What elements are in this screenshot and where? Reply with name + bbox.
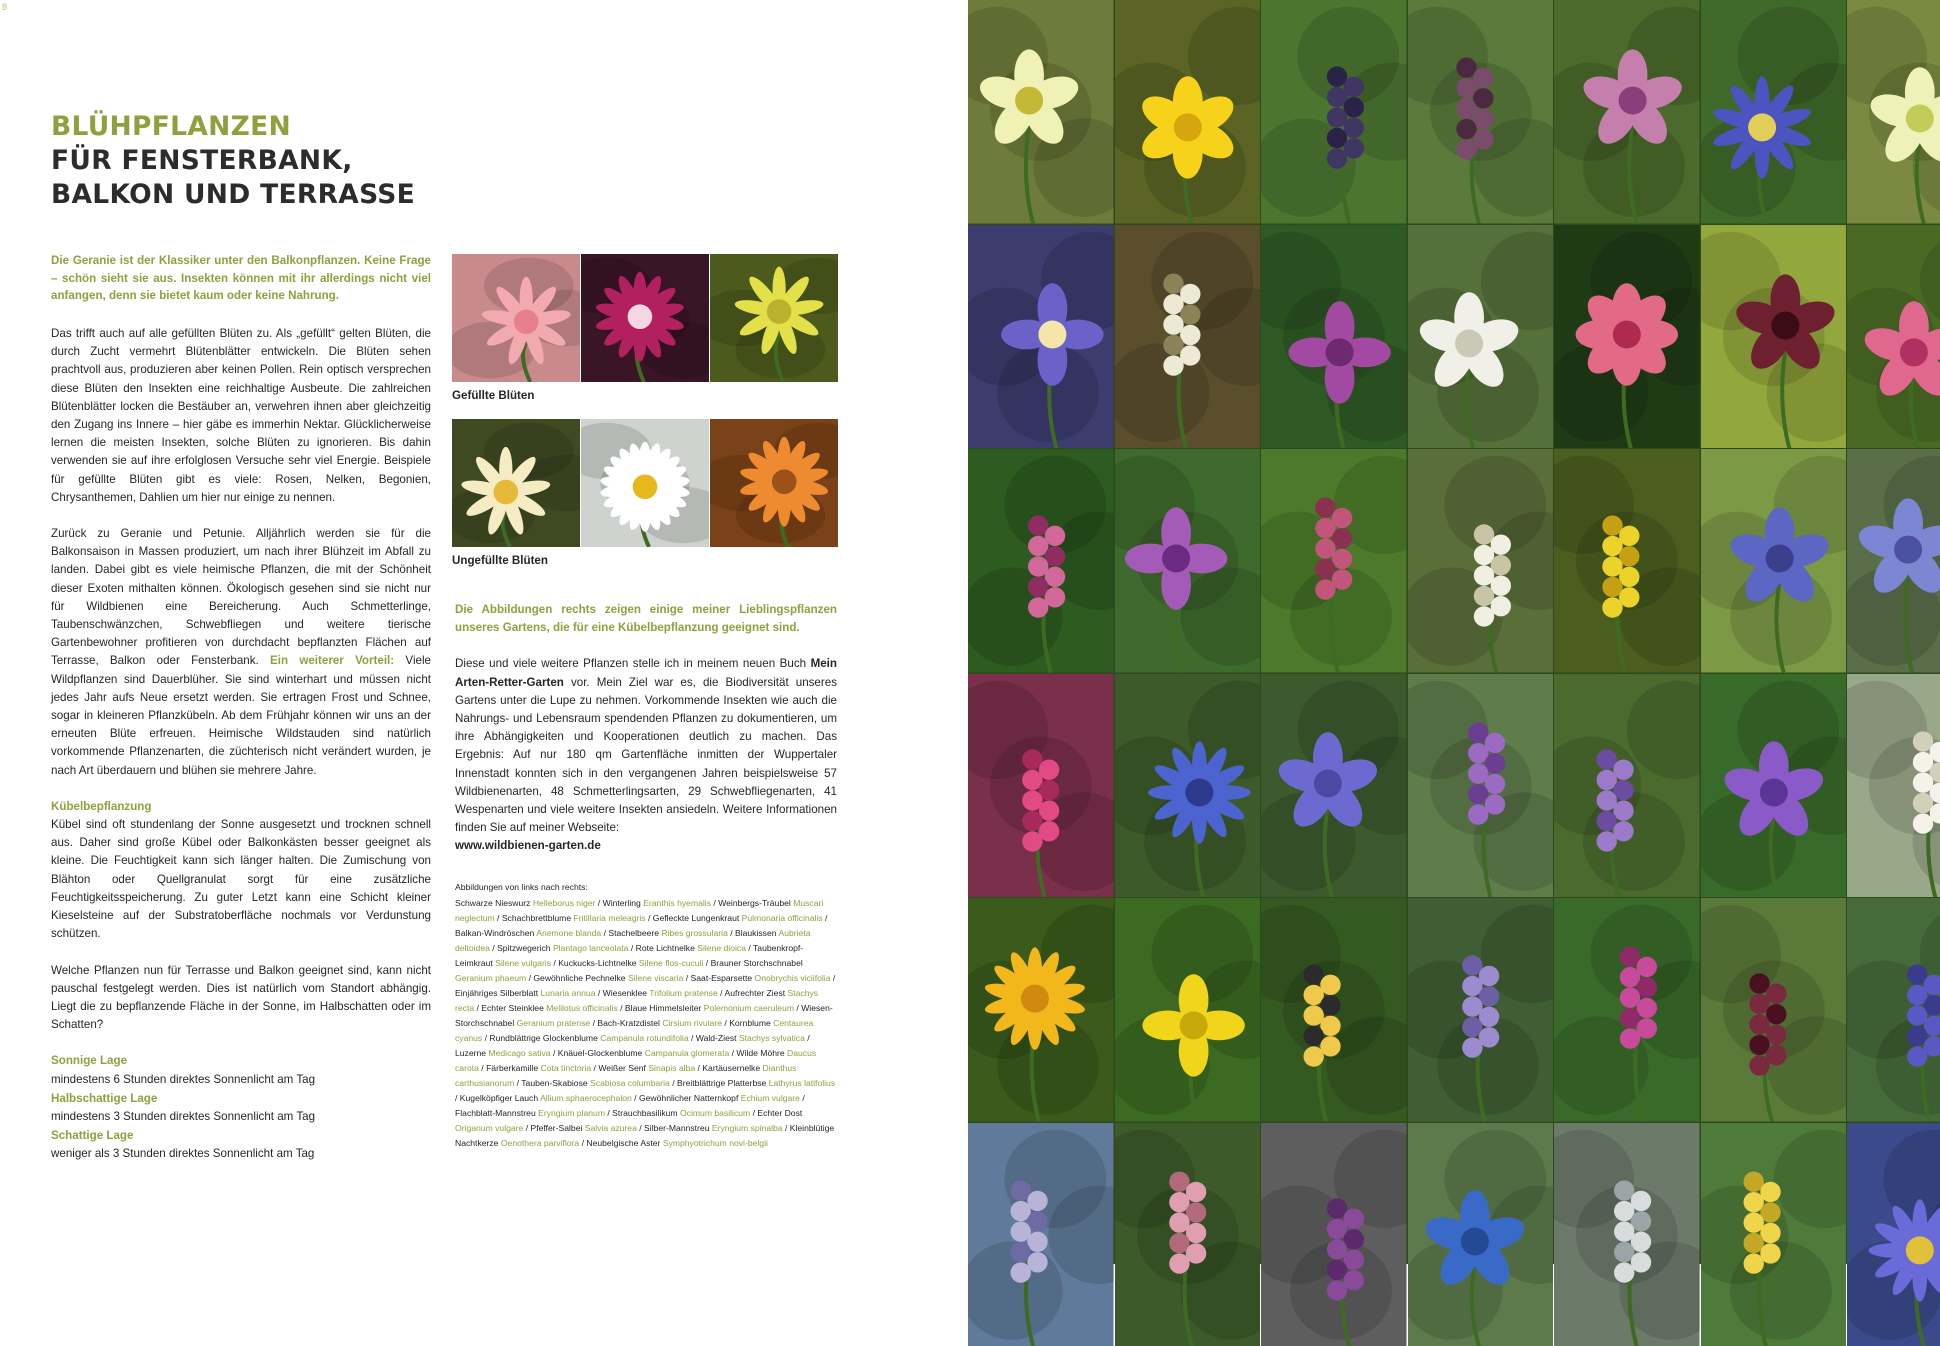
credit-common-name: Echter Dost [757,1108,802,1118]
photo-dahlia [581,254,709,382]
credit-latin-name: Ocimum basilicum [680,1108,750,1118]
flower-photo [1115,449,1261,673]
left-page [0,0,968,1264]
title-line-1: BLÜHPFLANZEN [51,110,415,144]
credit-common-name: Silber-Mannstreu [644,1123,712,1133]
credits-list: Schwarze Nieswurz Helleborus niger / Winterling Eranthis hyemalis / Weinbergs-Träubel Muscari neglectum / Schachbrettblume Fritillaria meleagris / Gefleckte Lungenkraut Pulmonaria officinalis / Balkan-Windröschen Anemone blanda / Stachelbeere Ribes grossularia / Blaukissen Aubrieta deltoidea / Spitzwegerich Plantago lanceolata / Rote Lichtnelke Silene dioica / Taubenkropf-Leimkraut Silene vulgaris / Kuckucks-Lichtnelke Silene flos-cuculi / Brauner Storchschnabel Geranium phaeum / Gewöhnliche Pechnelke Silene viscaria / Saat-Esparsette Onobrychis viciifolia / Einjähriges Silberblatt Lunaria annua / Wiesenklee Trifolium pratense / Aufrechter Ziest Stachys recta / Echter Steinklee Melilotus officinalis / Blaue Himmelsleiter Polemonium caeruleum / Wiesen-Storchschnabel Geranium pratense / Bach-Kratzdistel Cirsium rivulare / Kornblume Centaurea cyanus / Rundblättrige Glockenblume Campanula rotundifolia / Wald-Ziest Stachys sylvatica / Luzerne Medicago sativa / Knäuel-Glockenblume Campanula glomerata / Wilde Möhre Daucus carota / Färberkamille Cota tinctoria / Weißer Senf Sinapis alba / Kartäusernelke Dianthus carthusianorum / Tauben-Skabiose Scabiosa columbaria / Breitblättrige Platterbse Lathyrus latifolius / Kugelköpfiger Lauch Allium sphaerocephalon / Gewöhnlicher Natternkopf Echium vulgare / Flachblatt-Mannstreu Eryngium planum / Strauchbasilikum Ocimum basilicum / Echter Dost Origanum vulgare / Pfeffer-Salbei Salvia azurea / Silber-Mannstreu Eryngium spinalba / Kleinblütige Nachtkerze Oenothera parviflora / Neubelgische Aster Symphyotrichum novi-belgii [455,898,835,1148]
credit-common-name: Kornblume [729,1018,773,1028]
credit-latin-name: Daucus carota [455,1048,816,1073]
credit-common-name: Pfeffer-Salbei [530,1123,584,1133]
flower-photo [968,0,1114,224]
credit-latin-name: Centaurea cyanus [455,1018,813,1043]
credit-latin-name: Silene dioica [697,943,746,953]
paragraph-book-text: Diese und viele weitere Pflanzen stelle ich in meinem neuen Buch [455,657,806,670]
paragraph-location: Welche Pflanzen nun für Terrasse und Balkon geeignet sind, kann nicht pauschal festgelegt werden. Dies ist natürlich vom Standort abhängig. Liegt die zu bepflanzende Fläche in der Sonne, im Halbschatten oder im Schatten? [51,962,431,1035]
credit-latin-name: Silene flos-cuculi [639,958,703,968]
credit-common-name: Wiesenklee [603,988,650,998]
credit-common-name: Wiesen-Storchschnabel [455,1003,833,1028]
flower-photo [1554,449,1700,673]
credit-latin-name: Fritillaria meleagris [573,913,645,923]
credit-latin-name: Scabiosa columbaria [590,1078,670,1088]
flower-photo [1261,225,1407,449]
credit-latin-name: Trifolium pratense [649,988,717,998]
caption-unfilled-flowers: Ungefüllte Blüten [452,554,548,567]
lead-paragraph: Die Geranie ist der Klassiker unter den Balkonpflanzen. Keine Frage – schön sieht sie aus. Insekten können mit ihr allerdings nicht viel anfangen, denn sie bietet kaum oder keine Nahrung. [51,252,431,305]
credit-latin-name: Campanula rotundifolia [600,1033,688,1043]
credit-common-name: Aufrechter Ziest [724,988,787,998]
flower-photo [1554,1123,1700,1346]
credit-common-name: Bach-Kratzdistel [597,1018,662,1028]
credit-common-name: Neubelgische Aster [586,1138,662,1148]
flower-photo [1701,225,1847,449]
credit-common-name: Gewöhnlicher Natternkopf [639,1093,741,1103]
credit-common-name: Wald-Ziest [696,1033,739,1043]
credit-latin-name: Geranium phaeum [455,973,526,983]
website-link[interactable]: www.wildbienen-garten.de [455,839,601,852]
text-column-1 [51,325,431,1164]
credit-common-name: Blaukissen [735,928,778,938]
flower-photo [968,449,1114,673]
flower-photo [1847,225,1940,449]
title-line-2: FÜR FENSTERBANK, [51,144,415,178]
credit-common-name: Breitblättrige Platterbse [677,1078,769,1088]
flower-photo [1847,0,1940,224]
credit-common-name: Weißer Senf [598,1063,648,1073]
credit-common-name: Winterling [603,898,644,908]
credit-latin-name: Silene viscaria [628,973,683,983]
credit-latin-name: Medicago sativa [488,1048,550,1058]
credit-latin-name: Echium vulgare [741,1093,800,1103]
flower-photo [968,898,1114,1122]
flower-photo [1115,898,1261,1122]
credit-latin-name: Muscari neglectum [455,898,823,923]
credit-latin-name: Ribes grossularia [661,928,727,938]
credit-common-name: Tauben-Skabiose [521,1078,590,1088]
paragraph-book-text-2: vor. Mein Ziel war es, die Biodiversität unseres Gartens unter die Lupe zu nehmen. Vorkommende Insekten wie auch die Nahrungs- und Lebensraum spendenden Pflanzen zu dokumentieren, um ihre Abhängigkeiten und Kooperationen deutlich zu machen. Das Ergebnis: Auf nur 180 qm Gartenfläche inmitten der Wuppertaler Innenstadt konnten sich in den vergangenen Jahren beispielsweise 57 Wildbienenarten, 48 Schmetterlingsarten, 29 Schwebfliegenarten, 41 Wespenarten und viele weitere Insekten ansiedeln. Weitere Informationen finden Sie auf meiner Webseite: [455,676,837,835]
image-credits [455,880,837,1151]
credit-latin-name: Helleborus niger [533,898,596,908]
credit-latin-name: Melilotus officinalis [546,1003,618,1013]
credit-latin-name: Lathyrus latifolius [769,1078,835,1088]
flower-photo [1408,449,1554,673]
credit-common-name: Kugelköpfiger Lauch [460,1093,540,1103]
credit-latin-name: Aubrieta deltoidea [455,928,810,953]
book-title: Mein Arten-Retter-Garten [455,657,837,688]
unfilled-flowers-photos [452,419,838,547]
title-line-3: BALKON UND TERRASSE [51,178,415,212]
credit-common-name: Saat-Esparsette [691,973,755,983]
photo-single-rose [452,419,580,547]
credit-common-name: Rundblättrige Glockenblume [489,1033,600,1043]
flower-photo [1261,0,1407,224]
filled-flowers-photos [452,254,838,382]
right-page [968,0,1940,1264]
credit-common-name: Balkan-Windröschen [455,928,536,938]
flower-photo [1554,225,1700,449]
flower-photo [1115,0,1261,224]
credit-latin-name: Onobrychis viciifolia [755,973,831,983]
paragraph-filled-flowers: Das trifft auch auf alle gefüllten Blüten zu. Als „gefüllt“ gelten Blüten, die durch Zucht vermehrt Blütenblätter entwickeln. Die Blüten sehen prachtvoll aus, produzieren aber keinen Pollen. Rein optisch versprechen diese Blüten den Insekten eine reichhaltige Ausbeute. Die zahlreichen Blütenblätter locken die Bestäuber an, verwehren ihnen aber gleichzeitig den Zugang ins Innere – hier gäbe es immerhin Nektar. Glücklicherweise lernen die meisten Insekten, solche Blüten zu ignorieren. Bis dahin verwenden sie auf ihre erfolglosen Versuche sehr viel Energie. Beispiele für gefüllte Blüten gibt es viele: Rosen, Nelken, Begonien, Chrysanthemen, Dahlien um hier nur einige zu nennen. [51,325,431,507]
highlight-advantage: Ein weiterer Vorteil: [270,654,394,667]
paragraph-book [455,655,837,855]
credit-latin-name: Eryngium planum [538,1108,605,1118]
credit-latin-name: Plantago lanceolata [553,943,629,953]
flower-photo [1554,898,1700,1122]
flower-photo [1115,674,1261,898]
flower-photo [1261,1123,1407,1346]
lead-paragraph-2: Die Abbildungen rechts zeigen einige meiner Lieblingspflanzen unseres Gartens, die für eine Kübelbepflanzung geeignet sind. [455,601,837,637]
credit-latin-name: Pulmonaria officinalis [742,913,823,923]
paragraph-containers [51,798,431,944]
credit-common-name: Einjähriges Silberblatt [455,988,541,998]
credit-latin-name: Campanula glomerata [645,1048,730,1058]
credit-common-name: Schwarze Nieswurz [455,898,533,908]
credit-latin-name: Polemonium caeruleum [704,1003,794,1013]
flower-photo [1847,674,1940,898]
credit-common-name: Luzerne [455,1048,488,1058]
credit-common-name: Taubenkropf-Leimkraut [455,943,803,968]
flower-photo [1115,1123,1261,1346]
flower-photo [968,225,1114,449]
credit-latin-name: Cota tinctoria [541,1063,592,1073]
credit-common-name: Kleinblütige Nachtkerze [455,1123,834,1148]
page-marker: 8 [2,2,7,12]
credit-latin-name: Stachys sylvatica [739,1033,805,1043]
photo-single-dahlia [710,419,838,547]
credit-common-name: Weinbergs-Träubel [718,898,793,908]
credit-latin-name: Silene vulgaris [495,958,551,968]
credit-common-name: Schachbrettblume [502,913,574,923]
credit-latin-name: Anemone blanda [536,928,601,938]
credit-latin-name: Salvia azurea [585,1123,637,1133]
credit-common-name: Brauner Storchschnabel [711,958,803,968]
credit-latin-name: Cirsium rivulare [662,1018,722,1028]
credit-common-name: Echter Steinklee [481,1003,546,1013]
sun-condition-heading: Sonnige Lage [51,1052,431,1071]
credit-common-name: Rote Lichtnelke [636,943,698,953]
flower-photo [1408,225,1554,449]
credit-common-name: Flachblatt-Mannstreu [455,1108,538,1118]
flower-photo [1408,0,1554,224]
credit-latin-name: Sinapis alba [648,1063,695,1073]
paragraph-wild-plants-text-2: Viele Wildpflanzen sind Dauerblüher. Sie sind winterhart und müssen nicht jedes Jahr aufs Neue ersetzt werden. Sie ertragen Frost und Schnee, sogar in kleineren Pflanzkübeln. Ab dem Frühjahr können wir uns an der erneuten Blüte erfreuen. Heimische Wildstauden sind natürlich vorkommende Pflanzenarten, die züchterisch nicht verändert wurden, je nach Art überdauern und blühen sie mehrere Jahre. [51,654,431,776]
credit-latin-name: Allium sphaerocephalon [540,1093,632,1103]
sun-condition-heading: Schattige Lage [51,1127,431,1146]
credit-common-name: Wilde Möhre [736,1048,787,1058]
subheading-containers: Kübelbepflanzung [51,798,431,816]
credit-common-name: Stachelbeere [608,928,661,938]
flower-photo [1701,1123,1847,1346]
credit-common-name: Gefleckte Lungenkraut [653,913,742,923]
sun-conditions-list [51,1052,431,1164]
flower-photo [1408,1123,1554,1346]
flower-photo [1554,674,1700,898]
flower-photo [1847,1123,1940,1346]
credit-latin-name: Eryngium spinalba [712,1123,783,1133]
article-title [51,110,415,212]
credit-latin-name: Oenothera parviflora [501,1138,579,1148]
sun-condition-heading: Halbschattige Lage [51,1090,431,1109]
credit-common-name: Kartäusernelke [702,1063,762,1073]
flower-photo [968,1123,1114,1346]
credit-common-name: Kuckucks-Lichtnelke [558,958,639,968]
credit-latin-name: Origanum vulgare [455,1123,523,1133]
flower-photo [1701,0,1847,224]
flower-photo [1115,225,1261,449]
credit-common-name: Knäuel-Glockenblume [558,1048,645,1058]
credit-latin-name: Lunaria annua [541,988,596,998]
photo-rose [452,254,580,382]
flower-photo [1847,449,1940,673]
flower-photo [1408,898,1554,1122]
photo-chrysanthemum [710,254,838,382]
flower-photo [1701,898,1847,1122]
flower-photo [1408,674,1554,898]
flower-photo [1261,898,1407,1122]
paragraph-containers-text: Kübel sind oft stundenlang der Sonne ausgesetzt und trocknen schnell aus. Daher sind große Kübel oder Balkonkästen besser geeignet als kleine. Die Feuchtigkeit kann sich länger halten. Die Zumischung von Blähton oder Quellgranulat sorgt für eine zusätzliche Feuchtigkeitsspeicherung. Zu guter Letzt kann eine Schicht kleiner Kieselsteine auf der Substratoberfläche nochmals vor Verdunstung schützen. [51,818,431,940]
credit-latin-name: Symphyotrichum novi-belgii [663,1138,768,1148]
flower-photo [1701,449,1847,673]
flower-photo [1701,674,1847,898]
sun-condition-text: mindestens 3 Stunden direktes Sonnenlicht am Tag [51,1108,431,1127]
credit-latin-name: Dianthus carthusianorum [455,1063,796,1088]
caption-filled-flowers: Gefüllte Blüten [452,389,534,402]
text-column-2 [455,601,837,874]
flower-photo [968,674,1114,898]
flower-photo-grid [968,0,1940,1264]
photo-daisy [581,419,709,547]
paragraph-wild-plants [51,525,431,780]
credit-common-name: Blaue Himmelsleiter [625,1003,704,1013]
flower-photo [1847,898,1940,1122]
credit-common-name: Strauchbasilikum [612,1108,680,1118]
paragraph-wild-plants-text: Zurück zu Geranie und Petunie. Alljährlich werden sie für die Balkonsaison in Massen produziert, um nach ihrer Blühzeit im Abfall zu landen. Dabei gibt es viele heimische Pflanzen, die mit der Schönheit dieser Exoten mithalten können. Ökologisch gesehen sind sie nicht nur für Wildbienen eine Bereicherung. Auch Schmetterlinge, Taubenschwänzchen, Schwebfliegen und weitere tierische Gartenbewohner profitieren von durchdacht bepflanzten Flächen auf Terrasse, Balkon oder Fensterbank. [51,527,431,667]
flower-photo [1261,674,1407,898]
credit-common-name: Spitzwegerich [497,943,553,953]
credits-heading: Abbildungen von links nach rechts: [455,880,837,895]
credit-common-name: Gewöhnliche Pechnelke [533,973,628,983]
sun-condition-text: mindestens 6 Stunden direktes Sonnenlicht am Tag [51,1071,431,1090]
credit-latin-name: Geranium pratense [517,1018,591,1028]
credit-latin-name: Stachys recta [455,988,818,1013]
flower-photo [1261,449,1407,673]
credit-common-name: Färberkamille [486,1063,540,1073]
flower-photo [1554,0,1700,224]
credit-latin-name: Eranthis hyemalis [643,898,711,908]
sun-condition-text: weniger als 3 Stunden direktes Sonnenlicht am Tag [51,1145,431,1164]
